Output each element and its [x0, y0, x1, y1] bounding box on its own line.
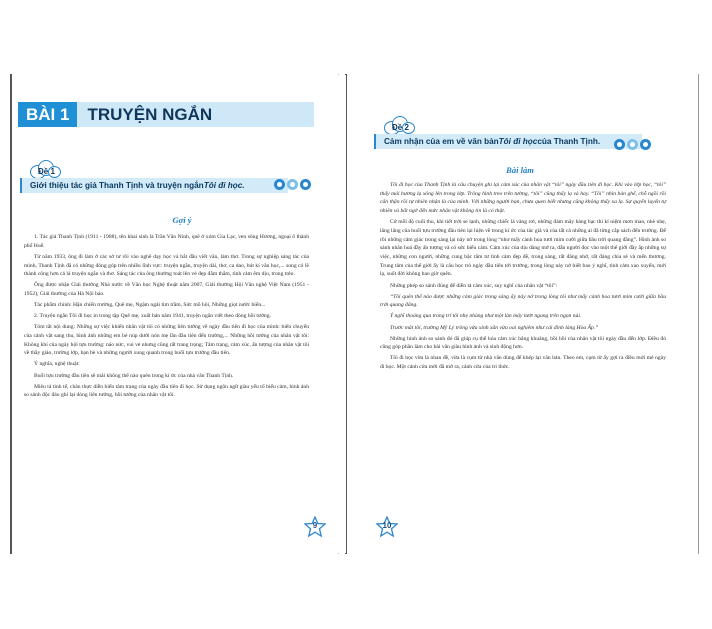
topic-title-italic: Tôi đi học.: [203, 181, 245, 190]
gear-icon: [300, 179, 311, 190]
right-body-text: [380, 181, 666, 374]
topic-label: Đề 2: [392, 123, 409, 132]
paragraph: Cứ mỗi độ cuối thu, khi tiết trời se lạnh, những chiếc lá vàng rơi, những đám mây bàng bạc thì kỉ niệm mơn man, nhè nhẹ, lâng lâng của buổi tựu trường đầu tiên lại hiện về trong kí ức của tác giả và của tất cả những ai đã từng cắp sách đến trường. Để rồi những cảm giác trong sáng lại nảy nở trong lòng “như mấy cành hoa tươi mỉm cười giữa bầu trời quang đãng”. Hình ảnh so sánh nhân hoá đầy ấn tượng và có sức biểu cảm. Cảm xúc của dịu dàng mở ra, dẫn người đọc vào một thế giới đầy ắp những sự việc, những con người, những cung bậc tâm tư tình cảm đẹp đẽ, trong sáng, rất đáng nhớ, rất đáng chia sẻ và mến thương. Trung tâm của thế giới ấy là câu học trò ngày đầu tiên tới trường, trong lòng nảy nở biết bao ý nghĩ, tình cảm xao xuyến, mới lạ, suốt đời không bao giờ quên.: [380, 219, 666, 278]
paragraph: Ý nghĩa, nghệ thuật:: [34, 361, 80, 368]
left-page-edge: [10, 74, 12, 554]
gear-icon: [614, 139, 625, 150]
topic-title: [374, 134, 642, 149]
paragraph: Tôi đi học vừa là nhan đề, vừa là cụm từ nhà văn dùng để khép lại văn bản. Theo em, cụm từ ấy gợi ra điều mới mẻ ngày đi học. Một cảnh cửa mới đã mở ra, cảnh cửa của tri thức.: [380, 355, 666, 371]
gear-icon: [640, 139, 651, 150]
paragraph: Tác phẩm chính: Hận chiến trường, Quê mẹ, Ngậm ngải tìm trầm, Sức mồ hôi, Những giọt nước biển...: [34, 302, 266, 309]
topic-title-end: của Thanh Tịnh.: [537, 137, 601, 146]
paragraph: Tóm tắt nội dung: Những sự việc khiến nhân vật tôi có những liên tưởng về ngày đầu tiên đi học của mình: biến chuyển của cảnh vật sang thu, hình ảnh những em bé núp dưới nón mẹ lần đầu tiên đến trường,... Những hồi tưởng của nhân vật tôi: Không khí của ngày hội tựu trường: náo nức, vui vẻ nhưng cũng rất trang trọng; Tâm trạng, cảm xúc, ấn tượng của nhân vật tôi về thầy giáo, trường lớp, bạn bè và những người xung quanh trong buổi tựu trường đầu tiên.: [24, 324, 309, 357]
page-number: [376, 516, 398, 538]
paragraph: Tôi đi học của Thanh Tịnh là câu chuyện ghi lại cảm xúc của nhân vật “tôi” ngày đầu tiên đi học. Khi vào lớp học, “tôi” thấy mái hương lạ xông lên trong lớp. Trông hình treo trên tường, “tôi” cũng thấy lạ và hay. “Tôi” nhìn bàn ghế, chỗ ngồi rồi cẩn thận rồi tự nhiên nhận là của mình. Với những người bạn, chưa quen biết nhưng cũng không thấy xa lạ. Sự quyến luyến tự nhiên và bất ngờ đến mức nhân vật không tin là có thật.: [380, 182, 666, 215]
topic-2: [374, 115, 666, 155]
left-body-text: [24, 233, 309, 402]
topic-title-italic: Tôi đi học: [498, 137, 538, 146]
paragraph: Miêu tả tinh tế, chân thực diễn biến tâm trạng của ngày đầu tiên đi học. Sử dụng ngôn ngữ giàu yếu tố biểu cảm, hình ảnh so sánh độc đáo ghi lại dòng liên tưởng, hồi tưởng của nhân vật tôi.: [24, 383, 309, 399]
lesson-title: TRUYỆN NGẮN: [77, 102, 314, 127]
quote: “Tôi quên thế nào được những cảm giác trong sáng ấy nảy nở trong lòng tôi như mấy cành hoa tươi mỉm cười giữa bầu trời quang đãng.: [380, 293, 666, 309]
quote: Trước mắt tôi, trường Mỹ Lý trông vừa xinh xắn vừa oai nghiêm như cái đình làng Hòa Ấp.”: [390, 324, 599, 331]
topic-label: Đề 1: [38, 167, 55, 176]
page-number-text: 10: [382, 521, 392, 530]
topic-title-text: Giới thiệu tác giả Thanh Tịnh và truyện ngắn: [30, 181, 204, 190]
page-number-text: 9: [312, 521, 318, 530]
paragraph: Những phép so sánh đúng để diễn tả cảm xúc, suy nghĩ của nhân vật “tôi”:: [390, 282, 558, 289]
paragraph: Từ năm 1933, ông đi làm ở các sở tư rồi vào nghề dạy học và bắt đầu viết văn, làm thơ. Trong sự nghiệp sáng tác của mình, Thanh Tịnh đã có những đóng góp trên nhiều lĩnh vực: truyện ngắn, truyện dài, thơ, ca dao, bút kí văn học,... song có lẽ thành công hơn cả là truyện ngắn và thơ. Sáng tác của ông thường toát lên vẻ đẹp đằm thắm, tình cảm êm dịu, trong trẻo.: [24, 253, 309, 278]
quote: Ý nghĩ thoáng qua trong trí tôi nhẹ nhàng như một làn mây lướt ngang trên ngọn núi.: [390, 313, 582, 320]
page-number: [304, 516, 326, 538]
gears-decoration: [274, 179, 311, 190]
lesson-tag: BÀI 1: [18, 102, 77, 127]
paragraph: Những hình ảnh so sánh đó đã giúp cụ thể hóa cảm xúc bâng khuâng, bồi hồi của nhân vật tôi ngày đầu đến lớp. Điều đó cũng góp phần làm cho bài văn giàu hình ảnh và sinh động hơn.: [380, 335, 666, 351]
paragraph: 2. Truyện ngắn Tôi đi học in trong tập Quê mẹ, xuất bản năm 1941, truyện ngắn viết theo dòng hồi tưởng.: [34, 313, 271, 320]
left-page: [18, 75, 346, 553]
section-title: Gợi ý: [172, 215, 192, 225]
gear-icon: [287, 179, 298, 190]
gears-decoration: [614, 139, 651, 150]
paragraph: 1. Tác giả Thanh Tịnh (1911 - 1988), tên khai sinh là Trần Văn Ninh, quê ở xóm Gia Lạc, ven sông Hương, ngoại ô thành phố Huế.: [24, 234, 309, 249]
paragraph: Buổi tựu trường đầu tiên sẽ mãi không thể nào quên trong kí ức của nhà văn Thanh Tịnh.: [34, 372, 234, 379]
paragraph: Ông được nhận Giải thưởng Nhà nước về Văn học Nghệ thuật năm 2007, Giải thưởng Hội Văn nghệ Việt Nam (1951 - 1952), Giải thưởng của Hà Nội báo.: [24, 282, 309, 297]
topic-title-text: Cảm nhận của em về văn bản: [384, 137, 499, 146]
gear-icon: [627, 139, 638, 150]
section-title: Bài làm: [506, 165, 534, 175]
lesson-banner: [18, 102, 314, 127]
right-page: [352, 75, 680, 553]
topic-1: [20, 159, 312, 199]
topic-title: [20, 178, 288, 193]
gear-icon: [274, 179, 285, 190]
right-page-outer-edge: [698, 74, 699, 554]
